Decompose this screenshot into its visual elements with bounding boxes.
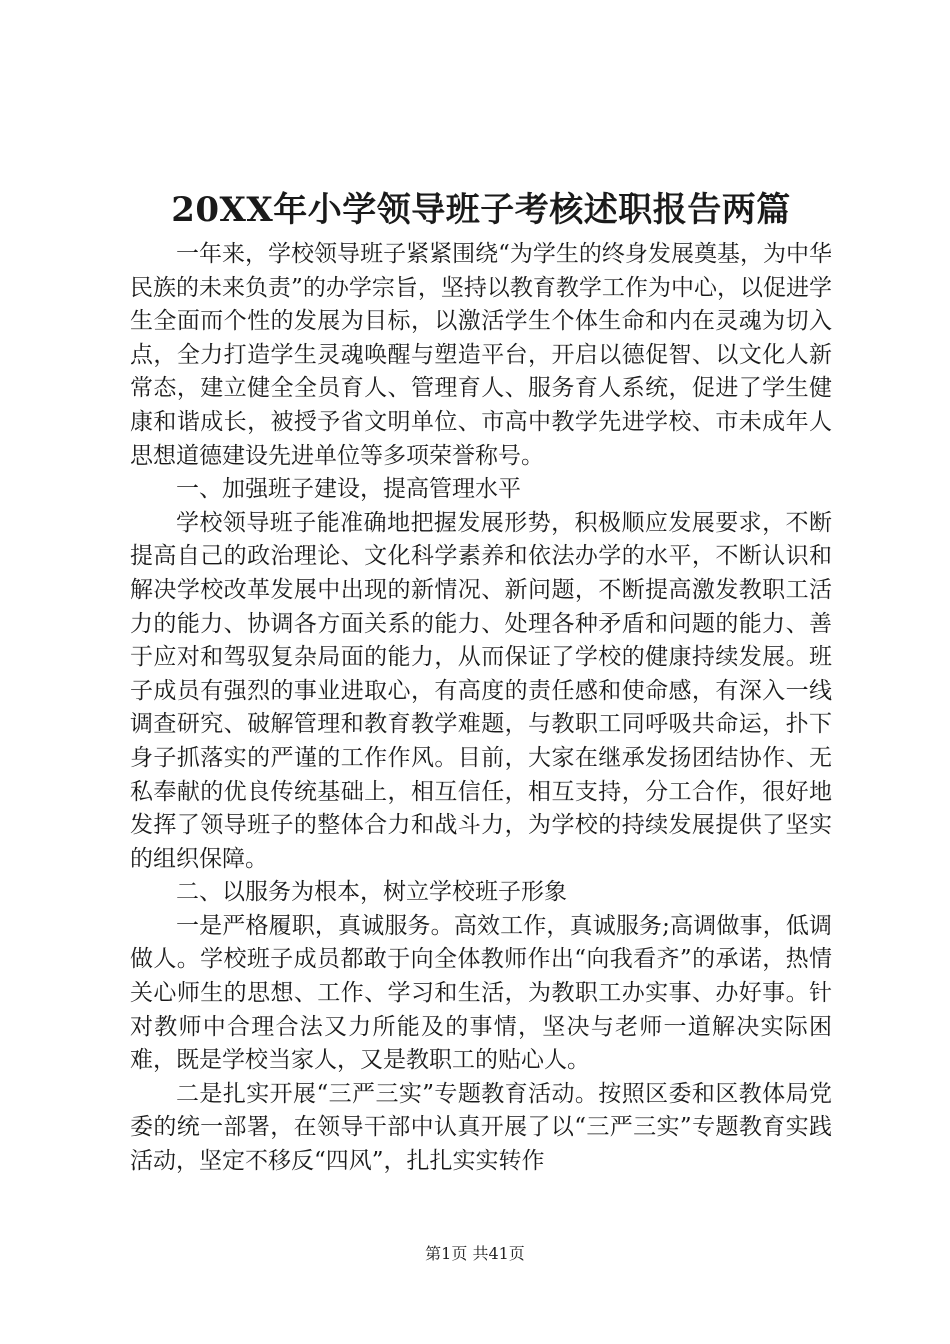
document-body — [130, 238, 832, 1179]
paragraph-intro: 一年来，学校领导班子紧紧围绕“为学生的终身发展奠基，为中华民族的未来负责”的办学宗旨，坚持以教育教学工作为中心，以促进学生全面而个性的发展为目标，以激活学生个体生命和内在灵魂为切入点，全力打造学生灵魂唤醒与塑造平台，开启以德促智、以文化人新常态，建立健全全员育人、管理育人、服务育人系统，促进了学生健康和谐成长，被授予省文明单位、市高中教学先进学校、市未成年人思想道德建设先进单位等多项荣誉称号。 — [130, 241, 832, 469]
document-page — [130, 188, 832, 1179]
section-heading-1: 一、加强班子建设，提高管理水平 — [176, 476, 521, 503]
paragraph-section-1: 学校领导班子能准确地把握发展形势，积极顺应发展要求，不断提高自己的政治理论、文化科学素养和依法办学的水平，不断认识和解决学校改革发展中出现的新情况、新问题，不断提高激发教职工活力的能力、协调各方面关系的能力、处理各种矛盾和问题的能力、善于应对和驾驭复杂局面的能力，从而保证了学校的健康持续发展。班子成员有强烈的事业进取心，有高度的责任感和使命感，有深入一线调查研究、破解管理和教育教学难题，与教职工同呼吸共命运，扑下身子抓落实的严谨的工作作风。目前，大家在继承发扬团结协作、无私奉献的优良传统基础上，相互信任，相互支持，分工合作，很好地发挥了领导班子的整体合力和战斗力，为学校的持续发展提供了坚实的组织保障。 — [130, 509, 832, 872]
paragraph-section-2-a: 一是严格履职，真诚服务。高效工作，真诚服务;高调做事，低调做人。学校班子成员都敢于向全体教师作出“向我看齐”的承诺，热情关心师生的思想、工作、学习和生活，为教职工办实事、办好事。针对教师中合理合法又力所能及的事情，坚决与老师一道解决实际困难，既是学校当家人，又是教职工的贴心人。 — [130, 912, 832, 1074]
section-heading-2: 二、以服务为根本，树立学校班子形象 — [176, 879, 567, 906]
document-title: 20XX年小学领导班子考核述职报告两篇 — [171, 190, 791, 230]
page-footer: 第1页 共41页 — [425, 1244, 525, 1263]
paragraph-section-2-b: 二是扎实开展“三严三实”专题教育活动。按照区委和区教体局党委的统一部署，在领导干部中认真开展了以“三严三实”专题教育实践活动，坚定不移反“四风”，扎扎实实转作 — [130, 1080, 832, 1175]
